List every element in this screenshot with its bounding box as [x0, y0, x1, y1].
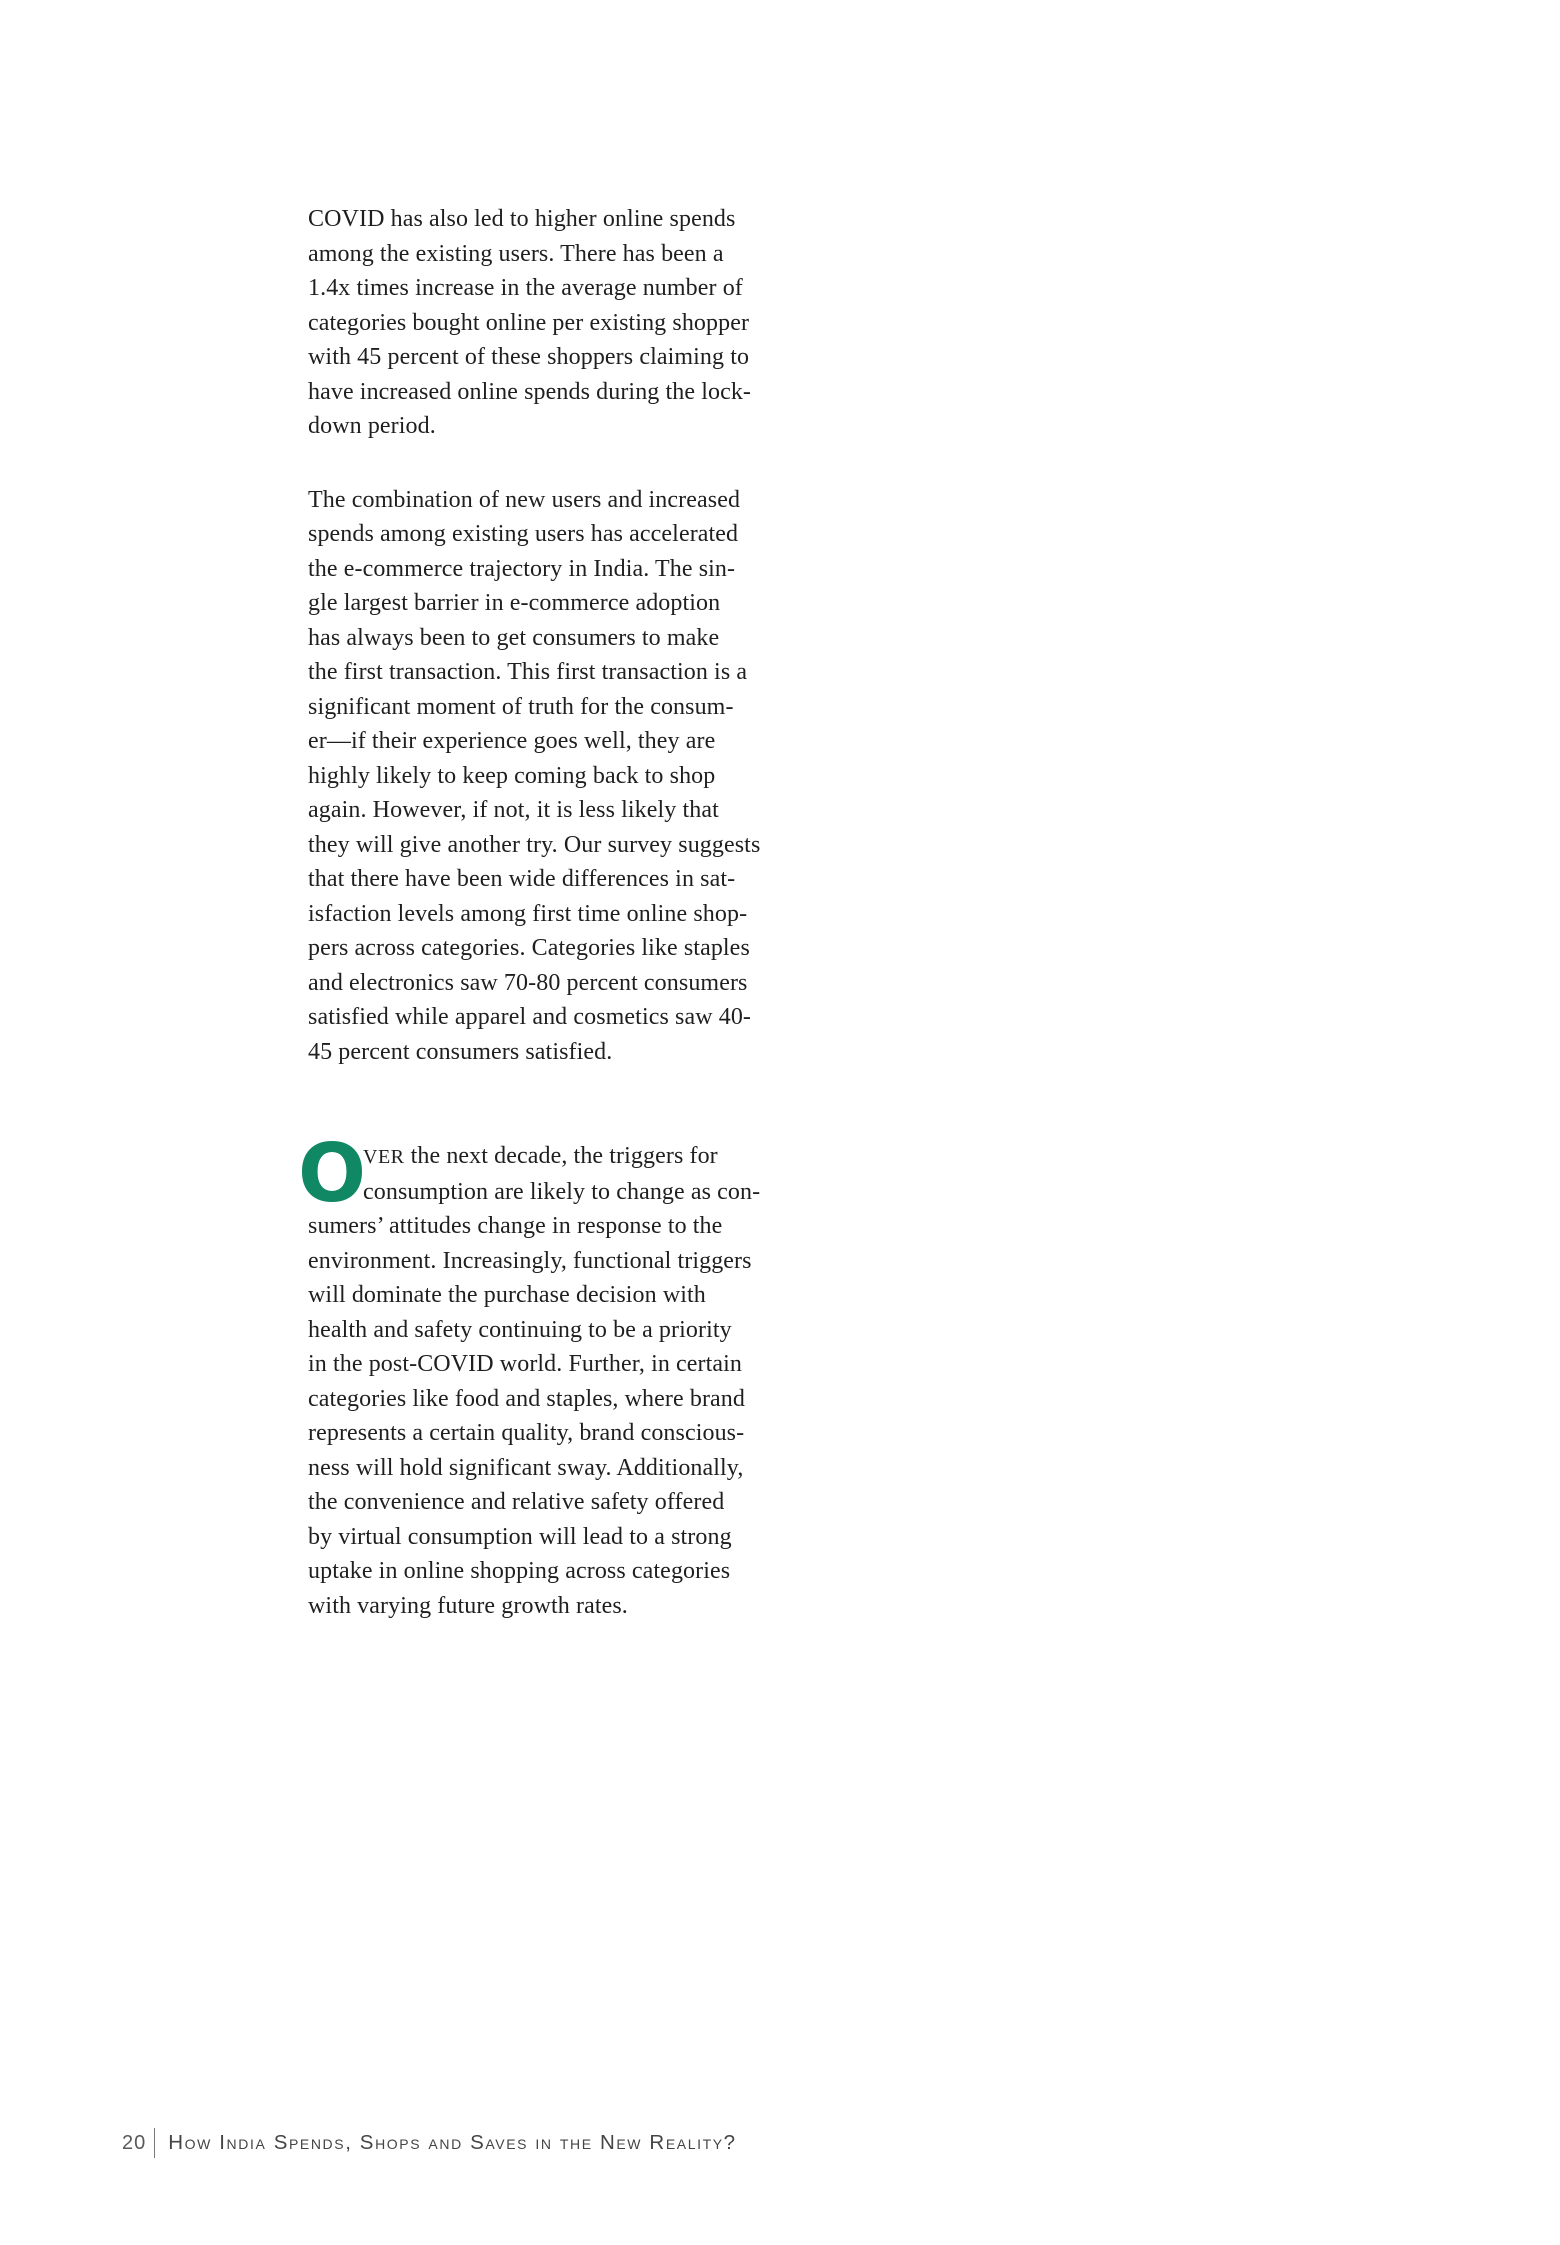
paragraph-ecommerce-trajectory: [308, 483, 868, 1070]
text-line: have increased online spends during the lock-: [308, 378, 752, 405]
text-line: 1.4x times increase in the average number of: [308, 275, 743, 301]
footer-title: How India Spends, Shops and Saves in the New Reality?: [168, 2131, 737, 2154]
text-line: gle largest barrier in e-commerce adoption: [308, 590, 721, 616]
text-line: the first transaction. This first transaction is a: [308, 659, 748, 685]
text-line: categories bought online per existing shopper: [308, 309, 750, 336]
text-line: sumers’ attitudes change in response to the: [308, 1213, 723, 1239]
text-line: significant moment of truth for the consum-: [308, 693, 734, 720]
text-line: represents a certain quality, brand conscious-: [308, 1420, 745, 1446]
text-line: 45 percent consumers satisfied.: [308, 1038, 613, 1065]
text-line: they will give another try. Our survey suggests: [308, 831, 761, 858]
text-line: pers across categories. Categories like staples: [308, 935, 750, 961]
text-line: the convenience and relative safety offered: [308, 1489, 725, 1515]
text-line: er—if their experience goes well, they are: [308, 728, 716, 754]
text-line: that there have been wide differences in sat-: [308, 866, 736, 892]
text-line: in the post-COVID world. Further, in certain: [308, 1351, 743, 1377]
text-line: has always been to get consumers to make: [308, 624, 720, 651]
article-body: [298, 202, 868, 1623]
text-line: The combination of new users and increased: [308, 486, 741, 513]
text-line: isfaction levels among first time online shop-: [308, 900, 748, 927]
paragraph-3-remaining-lines: [308, 1175, 868, 1624]
text-line: highly likely to keep coming back to shop: [308, 762, 716, 789]
text-line: consumption are likely to change as con-: [363, 1178, 761, 1205]
text-line: again. However, if not, it is less likely that: [308, 797, 719, 823]
text-line: categories like food and staples, where brand: [308, 1385, 746, 1412]
page-footer: [122, 2128, 737, 2158]
text-line: COVID has also led to higher online spends: [308, 206, 736, 232]
text-line: uptake in online shopping across categories: [308, 1558, 731, 1584]
paragraph-covid-online-spends: [308, 202, 868, 444]
text-line: environment. Increasingly, functional triggers: [308, 1247, 752, 1274]
footer-divider: [154, 2128, 155, 2158]
text-line: satisfied while apparel and cosmetics saw 40-: [308, 1004, 752, 1030]
text-line: by virtual consumption will lead to a strong: [308, 1523, 732, 1550]
dropcap-letter-o: O: [298, 1127, 367, 1220]
text-line: and electronics saw 70-80 percent consumers: [308, 969, 748, 996]
text-line: the e-commerce trajectory in India. The sin-: [308, 555, 736, 582]
text-line: will dominate the purchase decision with: [308, 1282, 706, 1308]
page-number: 20: [122, 2131, 147, 2154]
first-line-rest: the next decade, the triggers for: [404, 1143, 718, 1169]
text-line: with varying future growth rates.: [308, 1592, 628, 1619]
paragraph-next-decade-dropcap: [298, 1127, 868, 1623]
lead-small-caps: VER: [363, 1146, 405, 1168]
text-line: among the existing users. There has been a: [308, 240, 724, 267]
text-line: with 45 percent of these shoppers claiming to: [308, 344, 750, 370]
text-line: down period.: [308, 413, 436, 439]
text-line: ness will hold significant sway. Additionally,: [308, 1454, 744, 1481]
text-line: spends among existing users has accelerated: [308, 521, 739, 547]
text-line: [308, 1139, 868, 1175]
text-line: health and safety continuing to be a priority: [308, 1316, 732, 1343]
